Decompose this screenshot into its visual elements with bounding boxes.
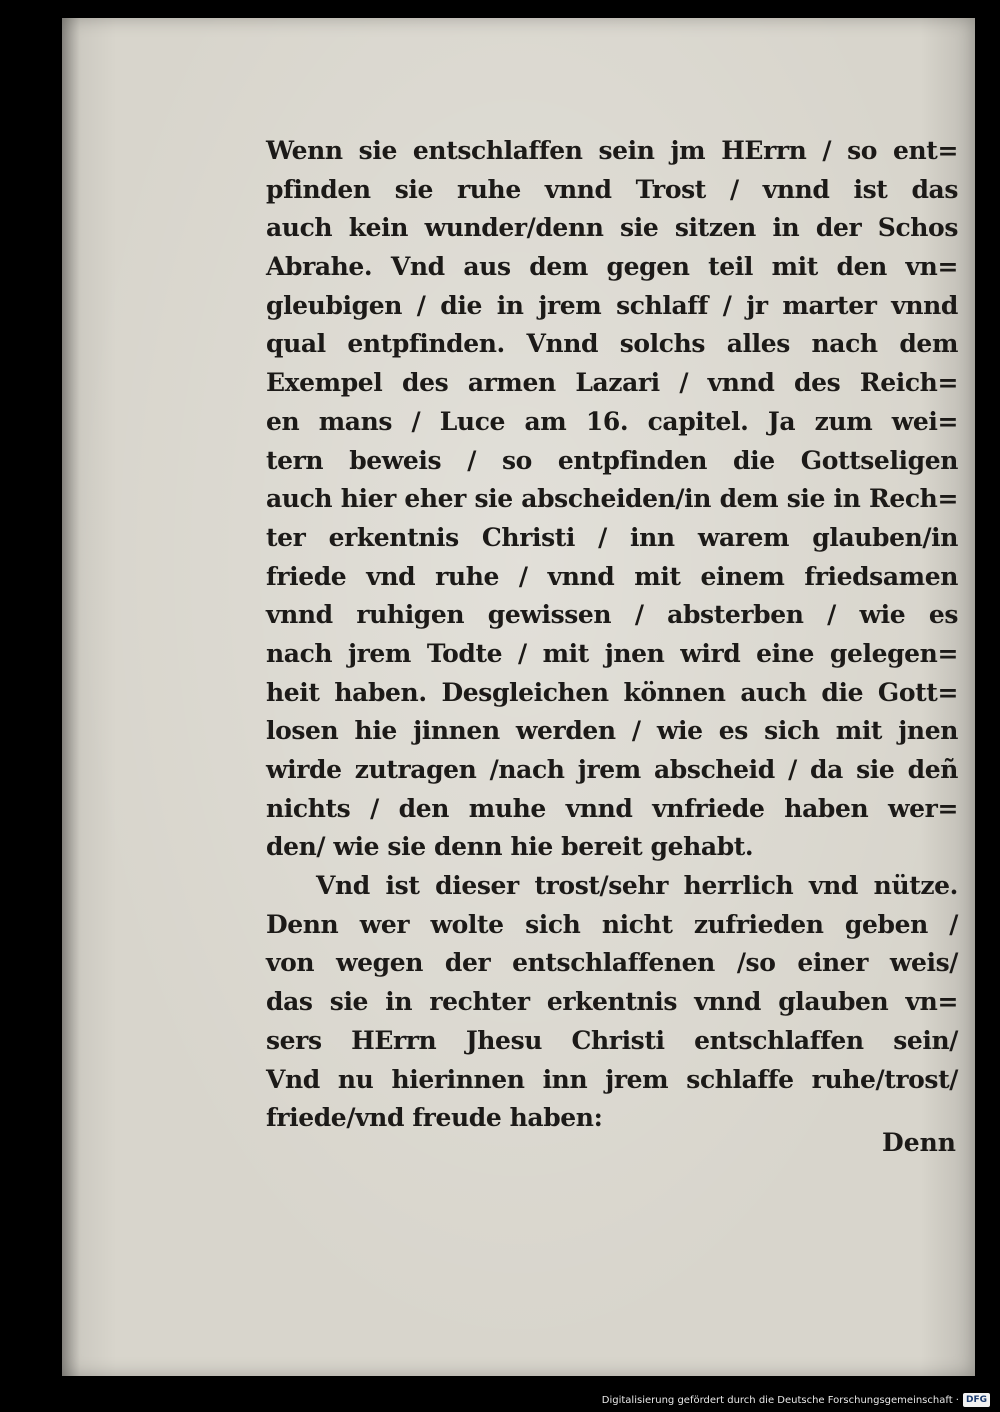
body-text — [266, 132, 958, 1138]
text-line: pfinden sie ruhe vnnd Trost / vnnd ist das — [266, 174, 958, 204]
text-line: gleubigen / die in jrem schlaff / jr marter vnnd — [266, 290, 958, 320]
text-line: nichts / den muhe vnnd vnfriede haben wer= — [266, 793, 958, 823]
text-line: auch kein wunder/denn sie sitzen in der Schos — [266, 213, 958, 243]
text-line: friede/vnd freude haben: — [266, 1103, 603, 1133]
text-line: friede vnd ruhe / vnnd mit einem friedsamen — [266, 561, 958, 591]
text-line: heit haben. Desgleichen können auch die Gott= — [266, 677, 958, 707]
text-line: tern beweis / so entpfinden die Gottseligen — [266, 445, 958, 475]
digitization-footer — [602, 1391, 990, 1409]
text-line: Abrahe. Vnd aus dem gegen teil mit den vn= — [266, 252, 958, 282]
text-line: en mans / Luce am 16. capitel. Ja zum wei= — [266, 406, 958, 436]
text-line: auch hier eher sie abscheiden/in dem sie in Rech= — [266, 484, 958, 514]
text-line: Denn wer wolte sich nicht zufrieden geben / — [266, 909, 958, 939]
text-line: Vnd nu hierinnen inn jrem schlaffe ruhe/trost/ — [266, 1064, 958, 1094]
page-gutter-shadow — [62, 18, 80, 1376]
text-line: qual entpfinden. Vnnd solchs alles nach dem — [266, 329, 958, 359]
text-line: losen hie jinnen werden / wie es sich mit jnen — [266, 716, 958, 746]
catchword: Denn — [882, 1128, 956, 1157]
text-line: nach jrem Todte / mit jnen wird eine gelegen= — [266, 638, 958, 668]
funding-credit: Digitalisierung gefördert durch die Deutsche Forschungsgemeinschaft · — [601, 1394, 959, 1406]
text-line: den/ wie sie denn hie bereit gehabt. — [266, 832, 754, 862]
paragraph-start-line: Vnd ist dieser trost/sehr herrlich vnd nütze. — [316, 871, 958, 901]
text-line: vnnd ruhigen gewissen / absterben / wie es — [266, 600, 958, 630]
text-line: das sie in rechter erkentnis vnnd glauben vn= — [266, 987, 958, 1017]
text-line: von wegen der entschlaffenen /so einer weis/ — [266, 948, 958, 978]
text-line: Exempel des armen Lazari / vnnd des Reich= — [266, 368, 958, 398]
dfg-logo: DFG — [963, 1393, 990, 1407]
text-line: Wenn sie entschlaffen sein jm HErrn / so ent= — [266, 136, 958, 165]
text-line: ter erkentnis Christi / inn warem glauben/in — [266, 522, 958, 552]
text-line: sers HErrn Jhesu Christi entschlaffen sein/ — [266, 1025, 958, 1055]
text-line: wirde zutragen /nach jrem abscheid / da sie deñ — [266, 755, 958, 784]
